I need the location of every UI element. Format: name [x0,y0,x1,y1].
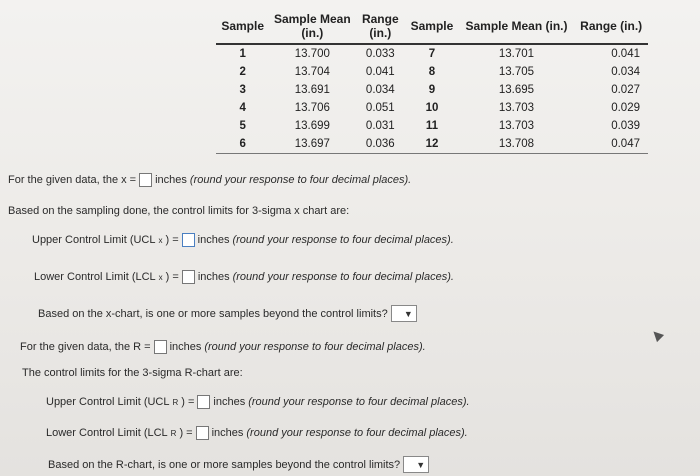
lcl-r-label: Lower Control Limit (LCL [46,427,168,439]
sample-number: 5 [239,120,246,132]
table-row [216,81,648,99]
rbar-input[interactable] [154,340,167,354]
table-row [216,135,648,154]
lcl-r-input[interactable] [196,426,209,440]
chevron-down-icon: ▼ [403,308,413,319]
table-row [216,117,648,135]
lcl-x-note: (round your response to four decimal places). [232,271,454,283]
sample-mean: 13.699 [294,120,330,132]
lcl-x-sub: x [158,272,163,282]
ucl-x-unit: inches [197,234,230,246]
xbarbar-unit: inches [155,174,187,186]
beyond-r-question [48,456,429,473]
sample-mean: 13.705 [498,66,535,78]
r-limits-intro-text: The control limits for the 3-sigma R-chart are: [22,367,243,379]
ucl-x-sub: x [158,235,163,245]
sample-number: 7 [428,48,436,60]
sample-mean: 13.703 [498,120,535,132]
xbarbar-note: (round your response to four decimal places). [189,174,412,186]
lcl-x-question [34,270,454,284]
sample-number: 1 [239,48,246,60]
x-limits-intro-text: Based on the sampling done, the control limits for 3-sigma x chart are: [8,205,350,217]
sample-mean: 13.701 [498,48,535,60]
sample-mean: 13.706 [294,102,330,114]
table-row [216,63,648,81]
lcl-x-label: Lower Control Limit (LCL [34,271,156,283]
ucl-r-eq: ) = [181,396,195,408]
lcl-r-eq: ) = [179,427,193,439]
sample-mean: 13.704 [294,66,330,78]
lcl-x-unit: inches [197,271,230,283]
rbar-note: (round your response to four decimal places). [204,341,426,353]
col-header-sample-mean-2: Sample Mean (in.) [459,10,575,44]
ucl-r-unit: inches [213,396,246,408]
sample-range: 0.029 [611,102,640,114]
lcl-x-input[interactable] [182,270,195,284]
sample-mean: 13.697 [269,135,355,154]
r-limits-intro [22,367,243,379]
rbar-unit: inches [169,341,202,353]
col-header-sample-2: Sample [405,10,458,44]
sample-number: 2 [239,66,246,78]
sample-number: 9 [428,84,436,96]
sample-range: 0.041 [365,66,395,78]
lcl-r-sub: R [170,428,177,438]
sample-number: 8 [428,66,436,78]
lcl-r-question [46,426,468,440]
sample-mean: 13.708 [459,135,575,154]
ucl-x-question [32,233,454,247]
ucl-x-label: Upper Control Limit (UCL [32,234,156,246]
sample-range: 0.036 [355,135,405,154]
ucl-r-question [46,395,470,409]
ucl-r-input[interactable] [197,395,210,409]
rbar-prefix: For the given data, the R = [20,341,151,353]
beyond-x-question [38,305,417,322]
table-row [216,44,648,63]
mouse-cursor-icon [650,328,664,342]
beyond-r-text: Based on the R-chart, is one or more samples beyond the control limits? [48,458,401,471]
beyond-r-dropdown[interactable] [403,456,429,473]
col-header-sample-mean: Sample Mean (in.) [269,10,355,44]
sample-range: 0.051 [365,102,395,114]
table-header-row [216,10,648,44]
sample-range: 0.034 [611,66,640,78]
chevron-down-icon: ▼ [416,459,426,470]
sample-number: 10 [425,102,439,114]
rbar-question [20,340,426,354]
col-header-range-2: Range (in.) [574,10,648,44]
col-header-range: Range (in.) [355,10,405,44]
sample-number: 12 [405,135,458,154]
sample-number: 11 [425,120,439,132]
col-header-sample: Sample [216,10,269,44]
lcl-r-unit: inches [211,427,244,439]
ucl-r-sub: R [172,397,179,407]
lcl-x-eq: ) = [165,271,179,283]
ucl-x-note: (round your response to four decimal places). [232,234,454,246]
xbarbar-prefix: For the given data, the x = [8,174,137,186]
sample-range: 0.047 [574,135,648,154]
sample-mean: 13.703 [498,102,535,114]
sample-mean: 13.700 [294,48,330,60]
x-limits-intro [8,205,349,217]
ucl-x-input[interactable] [182,233,195,247]
sample-range: 0.039 [611,120,640,132]
ucl-r-note: (round your response to four decimal places). [248,396,470,408]
xbarbar-question [8,173,411,187]
table-row [216,99,648,117]
ucl-x-eq: ) = [165,234,179,246]
sample-mean: 13.695 [498,84,535,96]
sample-range: 0.034 [365,84,395,96]
sample-number: 4 [239,102,246,114]
sample-range: 0.027 [611,84,640,96]
beyond-x-dropdown[interactable] [391,305,417,322]
sample-range: 0.041 [611,48,640,60]
sample-number: 6 [216,135,269,154]
beyond-x-text: Based on the x-chart, is one or more samples beyond the control limits? [38,307,388,320]
lcl-r-note: (round your response to four decimal places). [246,427,468,439]
xbarbar-input[interactable] [139,173,152,187]
sample-range: 0.033 [365,48,395,60]
sample-mean: 13.691 [294,84,330,96]
sample-data-table [216,10,648,154]
sample-number: 3 [239,84,246,96]
ucl-r-label: Upper Control Limit (UCL [46,396,170,408]
sample-range: 0.031 [365,120,395,132]
